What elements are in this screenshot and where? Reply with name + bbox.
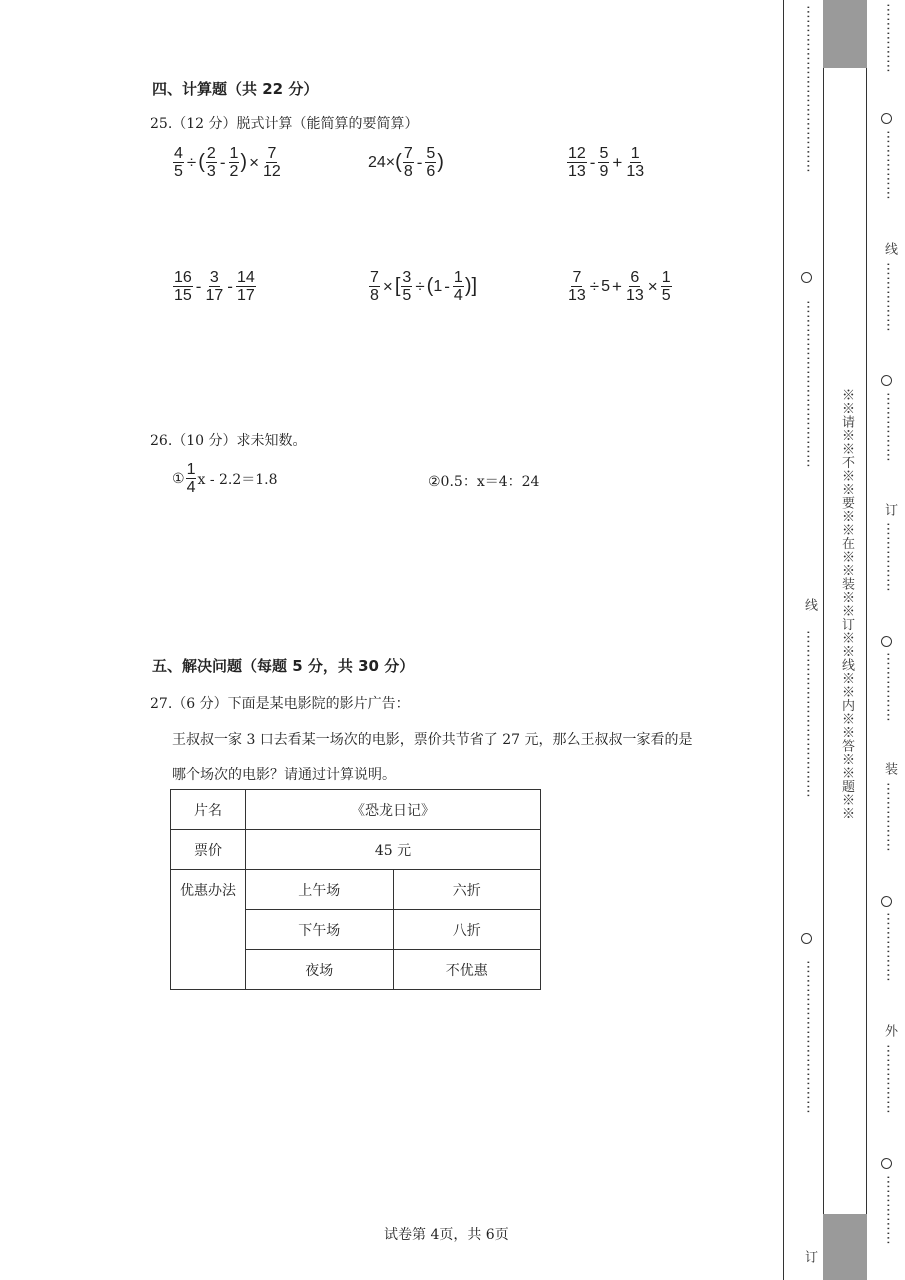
outer-dots-1: ⋯⋯⋯⋯⋯ [880,3,896,73]
question-26-label: 26.（10 分）求未知数。 [150,433,307,449]
outer-dots-8: ⋯⋯⋯⋯⋯ [880,912,896,982]
expr-25-6: $\frac{7}{13}$ ÷ 5 + $\frac{6}{13}$ × $\frac{1}{5}$ [568,269,671,304]
inner-circle-2 [801,933,812,944]
inner-dots-1: ⋯⋯⋯⋯⋯⋯⋯⋯⋯⋯⋯⋯ [800,5,816,173]
name-label-cell: 片名 [171,790,246,830]
expr-25-3: $\frac{12}{13}$ - $\frac{5}{9}$ + $\frac{1}{13}$ [568,145,645,180]
section-4-heading: 四、计算题（共 22 分） [152,80,319,98]
outer-circle-4 [881,896,892,907]
outer-dots-10: ⋯⋯⋯⋯⋯ [880,1175,896,1245]
outer-circle-1 [881,113,892,124]
outer-circle-3 [881,636,892,647]
table-row [171,790,541,830]
question-27-line-1: 王叔叔一家 3 口去看某一场次的电影，票价共节省了 27 元，那么王叔叔一家看的是 [172,732,693,748]
outer-dots-5: ⋯⋯⋯⋯⋯ [880,522,896,592]
band-right-line [866,0,867,1280]
band-top-shade [823,0,867,68]
outer-label-zhuang: 装 [882,762,897,775]
table-row [171,830,541,870]
binding-border-line [783,0,784,1280]
expr-25-2: 24× ( $\frac{7}{8}$ - $\frac{5}{6}$ ) [368,145,444,180]
inner-label-xian: 线 [802,598,817,611]
price-value-cell: 45 元 [246,830,541,870]
movie-ad-table [170,789,541,990]
discount-label-cell: 优惠办法 [171,870,246,990]
equation-26-2: ②0.5：x＝4：24 [428,474,540,490]
outer-circle-5 [881,1158,892,1169]
section-5-heading: 五、解决问题（每题 5 分，共 30 分） [152,657,415,675]
inner-dots-3: ⋯⋯⋯⋯⋯⋯⋯⋯⋯⋯⋯⋯ [800,630,816,798]
expr-25-5: $\frac{7}{8}$ × [ $\frac{3}{5}$ ÷ ( 1 - $\frac{1}{4}$ ) ] [370,269,478,304]
outer-dots-3: ⋯⋯⋯⋯⋯ [880,262,896,332]
inner-label-ding: 订 [802,1250,817,1263]
table-row [171,870,541,910]
page-footer: 试卷第 4页，共 6页 [384,1227,509,1243]
outer-dots-2: ⋯⋯⋯⋯⋯ [880,130,896,200]
discount-cell: 不优惠 [393,950,541,990]
session-cell: 夜场 [246,950,394,990]
outer-dots-6: ⋯⋯⋯⋯⋯ [880,652,896,722]
outer-circle-2 [881,375,892,386]
question-27-label: 27.（6 分）下面是某电影院的影片广告： [150,696,410,712]
binding-warning-text: ※※请※※不※※要※※在※※装※※订※※线※※内※※答※※题※※ [839,388,854,820]
price-label-cell: 票价 [171,830,246,870]
outer-dots-7: ⋯⋯⋯⋯⋯ [880,782,896,852]
inner-dots-2: ⋯⋯⋯⋯⋯⋯⋯⋯⋯⋯⋯⋯ [800,300,816,468]
band-bottom-shade [823,1214,867,1280]
outer-dots-4: ⋯⋯⋯⋯⋯ [880,392,896,462]
question-27-line-2: 哪个场次的电影？请通过计算说明。 [172,767,396,783]
equation-26-1: ① $\frac{1}{4}$ x - 2.2＝1.8 [172,461,278,496]
outer-dots-9: ⋯⋯⋯⋯⋯ [880,1044,896,1114]
question-25-label: 25.（12 分）脱式计算（能简算的要简算） [150,116,419,132]
expr-25-1: $\frac{4}{5}$ ÷ ( $\frac{2}{3}$ - $\frac{1}{2}$ ) × $\frac{7}{12}$ [174,145,281,180]
inner-dots-4: ⋯⋯⋯⋯⋯⋯⋯⋯⋯⋯⋯ [800,960,816,1114]
discount-cell: 八折 [393,910,541,950]
session-cell: 下午场 [246,910,394,950]
discount-cell: 六折 [393,870,541,910]
outer-label-xian: 线 [882,242,897,255]
inner-circle-1 [801,272,812,283]
outer-label-ding: 订 [882,503,897,516]
outer-label-wai: 外 [882,1024,897,1037]
session-cell: 上午场 [246,870,394,910]
name-value-cell: 《恐龙日记》 [246,790,541,830]
band-left-line [823,0,824,1280]
expr-25-4: $\frac{16}{15}$ - $\frac{3}{17}$ - $\frac{14}{17}$ [174,269,255,304]
